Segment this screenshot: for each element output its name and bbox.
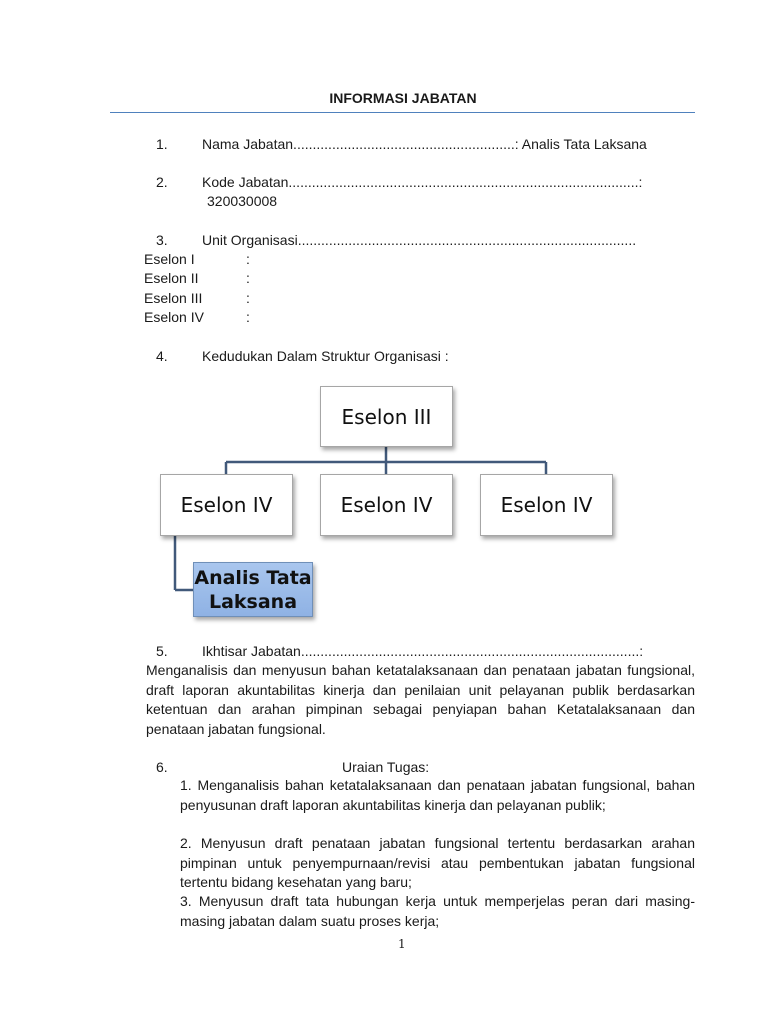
item-5-label: Ikhtisar Jabatan.......................................................................................: <box>202 643 644 659</box>
eselon-row-label: Eselon II <box>144 270 199 286</box>
item-5-number: 5. <box>156 643 168 659</box>
org-box-eselon-iii: Eselon III <box>320 386 453 447</box>
org-box-eselon-iv-right: Eselon IV <box>480 474 613 536</box>
item-1-label: Nama Jabatan.........................................................: Analis Tata Laksana <box>202 136 647 152</box>
eselon-row-label: Eselon IV <box>144 309 204 325</box>
org-box-analis-tata-laksana <box>193 562 313 617</box>
item-3-number: 3. <box>156 232 168 248</box>
ikhtisar-paragraph: Menganalisis dan menyusun bahan ketatalaksanaan dan penataan jabatan fungsional, draft laporan akuntabilitas kinerja dan penilaian unit pelayanan publik berdasarkan ketentuan dan arahan pimpinan sebagai penyiapan bahan Ketatalaksanaan dan penataan jabatan fungsional. <box>146 662 695 737</box>
highlight-line: Analis Tata <box>194 566 312 589</box>
eselon-row-separator: : <box>246 309 250 325</box>
eselon-row-label: Eselon I <box>144 251 195 267</box>
page-number: 1 <box>398 937 406 951</box>
eselon-row-label: Eselon III <box>144 290 203 306</box>
item-2-value: 320030008 <box>207 193 278 209</box>
eselon-row-separator: : <box>246 270 250 286</box>
item-4-label: Kedudukan Dalam Struktur Organisasi : <box>202 348 449 364</box>
item-3-label: Unit Organisasi....................................................................................... <box>202 232 637 248</box>
highlight-line: Laksana <box>208 590 298 613</box>
eselon-row-separator: : <box>246 290 250 306</box>
item-6-label: Uraian Tugas: <box>342 759 430 775</box>
item-6-number: 6. <box>156 759 168 775</box>
page-title: INFORMASI JABATAN <box>329 90 477 106</box>
task-item: 2. Menyusun draft penataan jabatan fungsional tertentu berdasarkan arahan pimpinan untuk penyempurnaan/revisi atau pembentukan jabatan fungsional tertentu bidang kesehatan yang baru; <box>180 835 695 890</box>
item-2-label: Kode Jabatan..........................................................................................: <box>202 174 643 190</box>
task-item: 3. Menyusun draft tata hubungan kerja untuk memperjelas peran dari masing-masing jabatan dalam suatu proses kerja; <box>180 893 695 929</box>
org-box-eselon-iv-middle: Eselon IV <box>320 474 453 536</box>
item-4-number: 4. <box>156 348 168 364</box>
item-1-number: 1. <box>156 136 168 152</box>
task-item: 1. Menganalisis bahan ketatalaksanaan dan penataan jabatan fungsional, bahan penyusunan draft laporan akuntabilitas kinerja dan pelayanan publik; <box>180 777 695 813</box>
org-box-eselon-iv-left: Eselon IV <box>160 474 293 536</box>
item-2-number: 2. <box>156 174 168 190</box>
eselon-row-separator: : <box>246 251 250 267</box>
